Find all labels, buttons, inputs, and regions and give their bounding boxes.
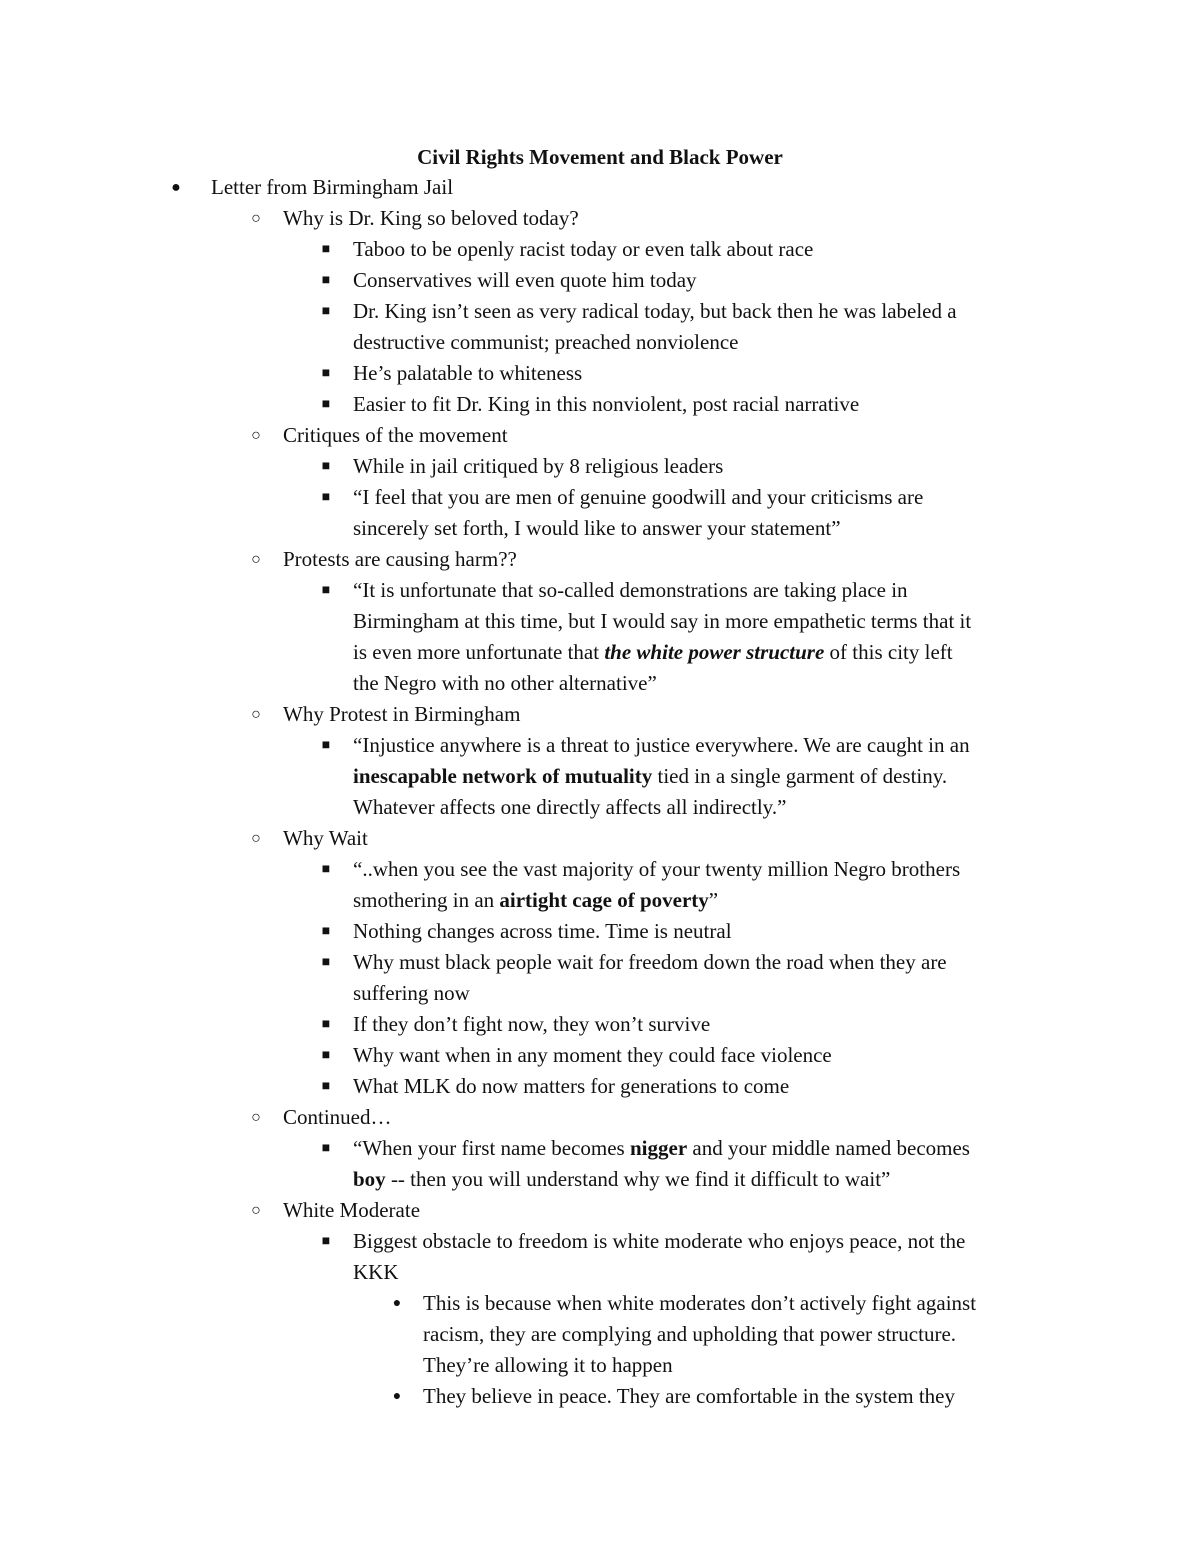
square-bullet-icon: ■: [321, 862, 331, 877]
list-item: [0, 234, 1200, 265]
list-item-text: While in jail critiqued by 8 religious leaders: [353, 454, 724, 478]
list-item: [0, 1102, 1200, 1133]
list-item-text: White Moderate: [283, 1198, 421, 1222]
list-item: [0, 203, 1200, 234]
list-item-text: Dr. King isn’t seen as very radical today, but back then he was labeled a destructive communist; preached nonviolence: [353, 299, 957, 354]
list-item-text: “Injustice anywhere is a threat to justice everywhere. We are caught in an inescapable network of mutuality tied in a single garment of destiny. Whatever affects one directly affects all indirectly.”: [353, 733, 970, 819]
hollow-circle-bullet-icon: ○: [251, 1109, 261, 1126]
list-item-text: Protests are causing harm??: [283, 547, 517, 571]
page-title: Civil Rights Movement and Black Power: [417, 145, 783, 169]
square-bullet-icon: ■: [321, 924, 331, 939]
list-item: [0, 420, 1200, 451]
list-item: [0, 823, 1200, 854]
list-item: [0, 1071, 1200, 1102]
outline-list: [0, 172, 1200, 1412]
list-item: [0, 916, 1200, 947]
square-bullet-icon: ■: [321, 242, 331, 257]
list-item: [0, 730, 1200, 823]
square-bullet-icon: ■: [321, 397, 331, 412]
list-item: [0, 947, 1200, 1009]
square-bullet-icon: ■: [321, 304, 331, 319]
list-item-text: They believe in peace. They are comfortable in the system they: [423, 1384, 955, 1408]
list-item: [0, 482, 1200, 544]
list-item-text: “I feel that you are men of genuine goodwill and your criticisms are sincerely set forth, I would like to answer your statement”: [353, 485, 924, 540]
square-bullet-icon: ■: [321, 273, 331, 288]
list-item-text: “It is unfortunate that so-called demonstrations are taking place in Birmingham at this time, but I would say in more empathetic terms that it is even more unfortunate that the white power structure of this city left the Negro with no other alternative”: [353, 578, 972, 695]
square-bullet-icon: ■: [321, 1048, 331, 1063]
list-item-text: This is because when white moderates don’t actively fight against racism, they are complying and upholding that power structure. They’re allowing it to happen: [423, 1291, 977, 1377]
list-item-text: If they don’t fight now, they won’t survive: [353, 1012, 711, 1036]
list-item-text: Letter from Birmingham Jail: [211, 175, 454, 199]
list-item-text: What MLK do now matters for generations to come: [353, 1074, 790, 1098]
list-item: [0, 1288, 1200, 1381]
emphasis-text: inescapable network of mutuality: [353, 764, 653, 788]
hollow-circle-bullet-icon: ○: [251, 706, 261, 723]
hollow-circle-bullet-icon: ○: [251, 210, 261, 227]
list-item: [0, 854, 1200, 916]
list-item: [0, 296, 1200, 358]
filled-circle-bullet-icon: ●: [171, 179, 181, 196]
list-item-text: Taboo to be openly racist today or even talk about race: [353, 237, 814, 261]
square-bullet-icon: ■: [321, 1234, 331, 1249]
list-item: [0, 1195, 1200, 1226]
square-bullet-icon: ■: [321, 1141, 331, 1156]
list-item-text: Easier to fit Dr. King in this nonviolent, post racial narrative: [353, 392, 860, 416]
list-item-text: He’s palatable to whiteness: [353, 361, 583, 385]
list-item-text: Why want when in any moment they could face violence: [353, 1043, 832, 1067]
list-item: [0, 451, 1200, 482]
filled-circle-bullet-icon: ●: [392, 1389, 402, 1404]
list-item-text: Conservatives will even quote him today: [353, 268, 697, 292]
list-item-text: Why Protest in Birmingham: [283, 702, 521, 726]
list-item-text: Why is Dr. King so beloved today?: [283, 206, 579, 230]
list-item: [0, 544, 1200, 575]
square-bullet-icon: ■: [321, 583, 331, 598]
square-bullet-icon: ■: [321, 1079, 331, 1094]
square-bullet-icon: ■: [321, 955, 331, 970]
emphasis-text: airtight cage of poverty: [499, 888, 709, 912]
list-item-text: Nothing changes across time. Time is neutral: [353, 919, 732, 943]
list-item: [0, 1381, 1200, 1412]
list-item: [0, 1226, 1200, 1288]
list-item: [0, 358, 1200, 389]
emphasis-text: boy: [353, 1167, 386, 1191]
list-item-text: Critiques of the movement: [283, 423, 508, 447]
list-item: [0, 1040, 1200, 1071]
emphasis-text: the white power structure: [604, 640, 825, 664]
list-item: [0, 172, 1200, 203]
list-item-text: Why must black people wait for freedom down the road when they are suffering now: [353, 950, 947, 1005]
list-item: [0, 575, 1200, 699]
hollow-circle-bullet-icon: ○: [251, 1202, 261, 1219]
hollow-circle-bullet-icon: ○: [251, 551, 261, 568]
list-item: [0, 1133, 1200, 1195]
list-item-text: Why Wait: [283, 826, 368, 850]
hollow-circle-bullet-icon: ○: [251, 427, 261, 444]
list-item: [0, 1009, 1200, 1040]
list-item-text: “When your first name becomes nigger and your middle named becomes boy -- then you will understand why we find it difficult to wait”: [353, 1136, 970, 1191]
list-item-text: “..when you see the vast majority of your twenty million Negro brothers smothering in an airtight cage of poverty”: [353, 857, 961, 912]
list-item: [0, 389, 1200, 420]
square-bullet-icon: ■: [321, 1017, 331, 1032]
hollow-circle-bullet-icon: ○: [251, 830, 261, 847]
emphasis-text: nigger: [629, 1136, 688, 1160]
square-bullet-icon: ■: [321, 459, 331, 474]
list-item-text: Biggest obstacle to freedom is white moderate who enjoys peace, not the KKK: [353, 1229, 966, 1284]
square-bullet-icon: ■: [321, 366, 331, 381]
list-item-text: Continued…: [283, 1105, 392, 1129]
square-bullet-icon: ■: [321, 490, 331, 505]
list-item: [0, 699, 1200, 730]
square-bullet-icon: ■: [321, 738, 331, 753]
filled-circle-bullet-icon: ●: [392, 1296, 402, 1311]
list-item: [0, 265, 1200, 296]
